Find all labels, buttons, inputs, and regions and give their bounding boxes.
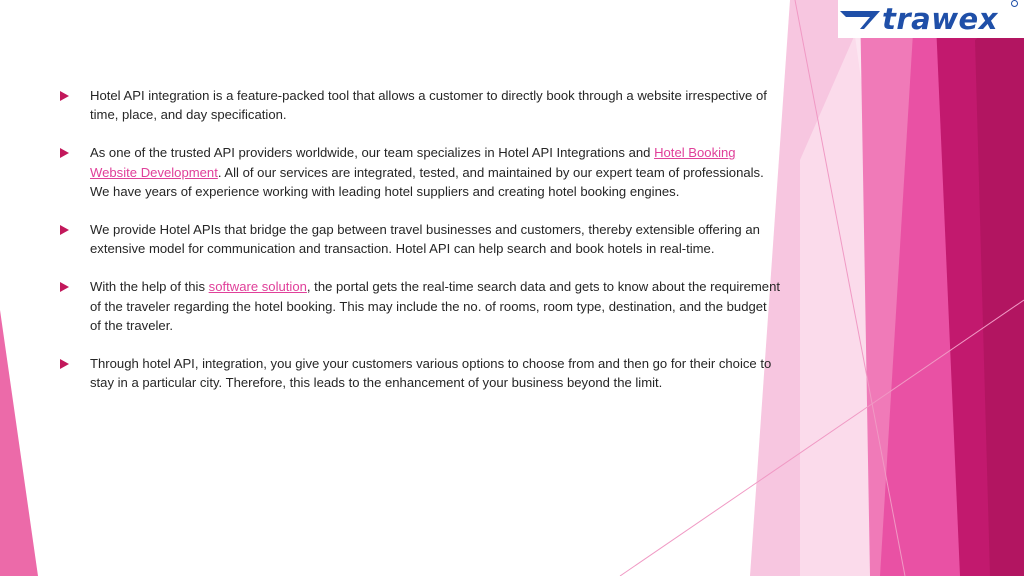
registered-mark-icon xyxy=(1011,0,1018,7)
list-item xyxy=(60,86,780,124)
bullet-arrow-icon xyxy=(60,282,69,292)
bullet-text: We provide Hotel APIs that bridge the gap between travel businesses and customers, thereby extensible offering an extensive model for communication and transaction. Hotel API can help search and book hotels in real-time. xyxy=(90,222,760,257)
logo-text: trawex xyxy=(882,1,998,36)
list-item xyxy=(60,143,780,201)
bullet-text-before: As one of the trusted API providers worldwide, our team specializes in Hotel API Integrations and xyxy=(90,145,655,161)
list-item xyxy=(60,354,780,392)
bullet-text: Through hotel API, integration, you give your customers various options to choose from and then go for their choice to stay in a particular city. Therefore, this leads to the enhancement of your business beyond the limit. xyxy=(90,356,772,391)
list-item xyxy=(60,277,780,335)
deco-shape-left-sliver xyxy=(0,310,38,576)
bullet-arrow-icon xyxy=(60,225,69,235)
bullet-text-after: , the portal gets the real-time search data and gets to know about the requirement of the traveler regarding the hotel booking. This may include the no. of rooms, room type, destination, and the budget of the traveler. xyxy=(90,279,781,333)
bullet-text: Hotel API integration is a feature-packed tool that allows a customer to directly book through a website irrespective of time, place, and day specification. xyxy=(90,88,767,123)
bullet-text-after: . All of our services are integrated, tested, and maintained by our expert team of professionals. We have years of experience working with leading hotel suppliers and creating hotel booking engines. xyxy=(90,164,764,199)
bullet-text xyxy=(90,277,780,335)
bullet-text xyxy=(90,143,780,201)
bullet-list xyxy=(60,86,780,411)
list-item xyxy=(60,220,780,258)
logo-wing-icon xyxy=(840,7,880,31)
hotel-booking-website-development-link[interactable]: Hotel Booking Website Development xyxy=(90,145,736,180)
bullet-arrow-icon xyxy=(60,359,69,369)
bullet-text-before: With the help of this xyxy=(90,279,209,295)
trawex-logo[interactable] xyxy=(838,0,1024,38)
bullet-arrow-icon xyxy=(60,91,69,101)
software-solution-link[interactable]: software solution xyxy=(208,279,307,295)
bullet-arrow-icon xyxy=(60,148,69,158)
